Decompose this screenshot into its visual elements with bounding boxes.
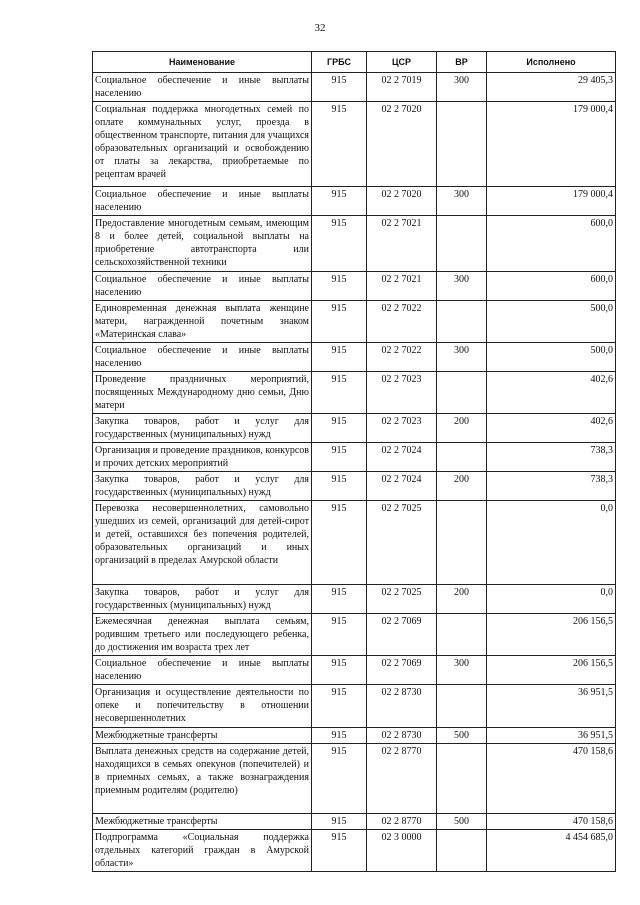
budget-execution-table	[92, 51, 616, 872]
cell-csr: 02 2 7022	[367, 301, 437, 343]
table-row	[93, 472, 616, 501]
cell-name: Межбюджетные трансферты	[93, 728, 312, 744]
header-vr: ВР	[437, 52, 487, 73]
table-row	[93, 414, 616, 443]
cell-grbs: 915	[312, 830, 367, 872]
cell-amount: 206 156,5	[487, 614, 616, 656]
table-row	[93, 443, 616, 472]
cell-name: Закупка товаров, работ и услуг для государственных (муниципальных) нужд	[93, 414, 312, 443]
cell-grbs: 915	[312, 472, 367, 501]
cell-vr	[437, 830, 487, 872]
cell-name: Социальное обеспечение и иные выплаты населению	[93, 187, 312, 216]
cell-grbs: 915	[312, 301, 367, 343]
cell-grbs: 915	[312, 501, 367, 585]
table-header-row	[93, 52, 616, 73]
cell-csr: 02 2 7020	[367, 187, 437, 216]
cell-grbs: 915	[312, 814, 367, 830]
cell-amount: 179 000,4	[487, 187, 616, 216]
cell-grbs: 915	[312, 102, 367, 187]
table-row	[93, 216, 616, 272]
cell-vr: 500	[437, 728, 487, 744]
header-grbs: ГРБС	[312, 52, 367, 73]
cell-name: Проведение праздничных мероприятий, посвященных Международному дню семьи, Дню матери	[93, 372, 312, 414]
cell-amount: 470 158,6	[487, 744, 616, 814]
cell-amount: 470 158,6	[487, 814, 616, 830]
cell-grbs: 915	[312, 216, 367, 272]
cell-csr: 02 2 7021	[367, 216, 437, 272]
table-row	[93, 73, 616, 102]
cell-amount: 600,0	[487, 216, 616, 272]
cell-csr: 02 3 0000	[367, 830, 437, 872]
cell-vr: 300	[437, 272, 487, 301]
cell-name: Межбюджетные трансферты	[93, 814, 312, 830]
cell-name: Социальное обеспечение и иные выплаты населению	[93, 656, 312, 685]
page-number: 32	[314, 22, 326, 34]
cell-vr: 200	[437, 585, 487, 614]
cell-name: Социальное обеспечение и иные выплаты населению	[93, 73, 312, 102]
cell-amount: 402,6	[487, 414, 616, 443]
table-row	[93, 814, 616, 830]
table-row	[93, 372, 616, 414]
table-row	[93, 272, 616, 301]
cell-name: Социальное обеспечение и иные выплаты населению	[93, 272, 312, 301]
cell-name: Предоставление многодетным семьям, имеющим 8 и более детей, социальной выплаты на приобретение автотранспорта или сельскохозяйственной техники	[93, 216, 312, 272]
cell-amount: 29 405,3	[487, 73, 616, 102]
table-row	[93, 614, 616, 656]
header-name: Наименование	[93, 52, 312, 73]
cell-amount: 402,6	[487, 372, 616, 414]
cell-vr: 200	[437, 472, 487, 501]
table-row	[93, 102, 616, 187]
cell-grbs: 915	[312, 272, 367, 301]
cell-vr	[437, 372, 487, 414]
cell-csr: 02 2 7069	[367, 614, 437, 656]
cell-vr	[437, 744, 487, 814]
cell-vr: 300	[437, 343, 487, 372]
cell-grbs: 915	[312, 187, 367, 216]
cell-name: Социальная поддержка многодетных семей по оплате коммунальных услуг, проезда в общественном транспорте, питания для учащихся образовательных организаций и освобождению от платы за лекарства, приобретаемые по рецептам врачей	[93, 102, 312, 187]
cell-amount: 36 951,5	[487, 728, 616, 744]
cell-vr: 500	[437, 814, 487, 830]
cell-grbs: 915	[312, 414, 367, 443]
cell-name: Перевозка несовершеннолетних, самовольно ушедших из семей, организаций для детей-сирот и детей, оставшихся без попечения родителей, образовательных организаций и иных организаций в пределах Амурской области	[93, 501, 312, 585]
cell-csr: 02 2 7020	[367, 102, 437, 187]
cell-vr	[437, 102, 487, 187]
cell-grbs: 915	[312, 73, 367, 102]
cell-amount: 206 156,5	[487, 656, 616, 685]
cell-name: Закупка товаров, работ и услуг для государственных (муниципальных) нужд	[93, 472, 312, 501]
cell-grbs: 915	[312, 656, 367, 685]
cell-amount: 36 951,5	[487, 685, 616, 728]
cell-amount: 500,0	[487, 301, 616, 343]
cell-grbs: 915	[312, 685, 367, 728]
table-row	[93, 830, 616, 872]
cell-name: Ежемесячная денежная выплата семьям, родившим третьего или последующего ребенка, до достижения им возраста трех лет	[93, 614, 312, 656]
table-row	[93, 685, 616, 728]
cell-name: Подпрограмма «Социальная поддержка отдельных категорий граждан в Амурской области»	[93, 830, 312, 872]
cell-vr: 300	[437, 656, 487, 685]
cell-grbs: 915	[312, 744, 367, 814]
cell-vr: 300	[437, 187, 487, 216]
cell-csr: 02 2 7023	[367, 372, 437, 414]
header-csr: ЦСР	[367, 52, 437, 73]
cell-name: Выплата денежных средств на содержание детей, находящихся в семьях опекунов (попечителей) и в приемных семьях, а также вознаграждения приемным родителям (родителю)	[93, 744, 312, 814]
table-row	[93, 728, 616, 744]
cell-csr: 02 2 7021	[367, 272, 437, 301]
cell-amount: 738,3	[487, 472, 616, 501]
table-row	[93, 343, 616, 372]
cell-csr: 02 2 8770	[367, 744, 437, 814]
cell-name: Организация и проведение праздников, конкурсов и прочих детских мероприятий	[93, 443, 312, 472]
cell-vr: 300	[437, 73, 487, 102]
table-row	[93, 656, 616, 685]
table-row	[93, 501, 616, 585]
cell-csr: 02 2 7024	[367, 443, 437, 472]
cell-amount: 4 454 685,0	[487, 830, 616, 872]
cell-amount: 179 000,4	[487, 102, 616, 187]
table-row	[93, 187, 616, 216]
cell-csr: 02 2 7024	[367, 472, 437, 501]
table-row	[93, 744, 616, 814]
cell-csr: 02 2 8730	[367, 685, 437, 728]
cell-name: Социальное обеспечение и иные выплаты населению	[93, 343, 312, 372]
cell-vr	[437, 685, 487, 728]
header-done: Исполнено	[487, 52, 616, 73]
cell-grbs: 915	[312, 585, 367, 614]
cell-vr	[437, 501, 487, 585]
cell-csr: 02 2 8730	[367, 728, 437, 744]
cell-vr	[437, 614, 487, 656]
cell-grbs: 915	[312, 614, 367, 656]
cell-grbs: 915	[312, 728, 367, 744]
cell-amount: 0,0	[487, 501, 616, 585]
cell-grbs: 915	[312, 343, 367, 372]
cell-amount: 0,0	[487, 585, 616, 614]
cell-name: Организация и осуществление деятельности по опеке и попечительству в отношении несовершеннолетних	[93, 685, 312, 728]
cell-vr	[437, 443, 487, 472]
table-body	[93, 73, 616, 872]
cell-grbs: 915	[312, 372, 367, 414]
cell-csr: 02 2 7022	[367, 343, 437, 372]
table-row	[93, 301, 616, 343]
cell-vr	[437, 301, 487, 343]
cell-vr	[437, 216, 487, 272]
cell-csr: 02 2 7025	[367, 585, 437, 614]
cell-csr: 02 2 7023	[367, 414, 437, 443]
cell-amount: 500,0	[487, 343, 616, 372]
cell-name: Закупка товаров, работ и услуг для государственных (муниципальных) нужд	[93, 585, 312, 614]
cell-csr: 02 2 7069	[367, 656, 437, 685]
cell-csr: 02 2 8770	[367, 814, 437, 830]
cell-name: Единовременная денежная выплата женщине матери, награжденной почетным знаком «Материнская слава»	[93, 301, 312, 343]
table-row	[93, 585, 616, 614]
cell-csr: 02 2 7019	[367, 73, 437, 102]
cell-vr: 200	[437, 414, 487, 443]
cell-amount: 738,3	[487, 443, 616, 472]
cell-amount: 600,0	[487, 272, 616, 301]
cell-csr: 02 2 7025	[367, 501, 437, 585]
cell-grbs: 915	[312, 443, 367, 472]
